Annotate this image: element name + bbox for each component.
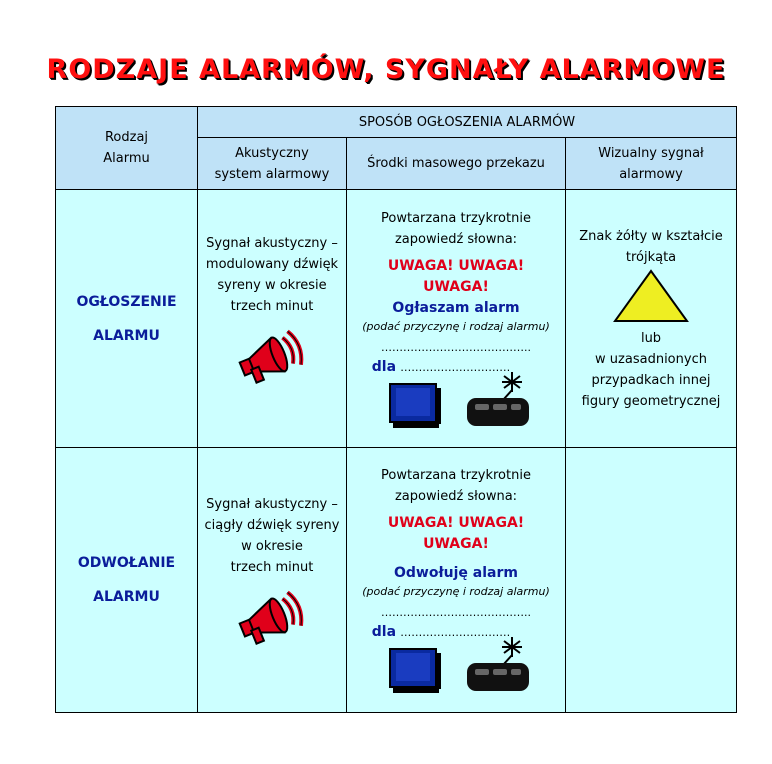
row2-dots-line: ………………………………….. — [381, 606, 531, 619]
row2-acoustic-line: ciągły dźwięk syreny — [204, 518, 340, 533]
row2-media-cell — [347, 448, 566, 713]
row1-acoustic-cell — [198, 190, 347, 448]
tv-icon — [387, 647, 443, 695]
row1-media-cell — [347, 190, 566, 448]
header-srodki: Środki masowego przekazu — [347, 138, 566, 190]
row1-acoustic-line: syreny w okresie — [217, 277, 327, 293]
tv-icon — [387, 382, 443, 430]
row1-visual-bottom: w uzasadnionych — [595, 351, 707, 367]
row1-dots-line: ………………………………….. — [381, 340, 531, 354]
row1-acoustic-line: Sygnał akustyczny – — [206, 235, 338, 251]
row2-label-line1: ODWOŁANIE — [77, 555, 176, 571]
row1-label-line2: ALARMU — [93, 327, 160, 344]
row2-acoustic-cell — [198, 448, 347, 713]
row1-media-icons — [347, 382, 565, 430]
row2-dla-dots: ………………………… — [400, 626, 511, 639]
triangle-icon — [611, 268, 691, 324]
row2-dla: dla — [371, 624, 397, 640]
row2-reason: (podać przyczynę i rodzaj alarmu) — [362, 585, 550, 598]
header-rodzaj-line1: Rodzaj — [104, 130, 149, 145]
row2-media-icons — [347, 647, 565, 695]
row2-label-line2: ALARMU — [93, 589, 160, 605]
row2-visual-cell — [566, 448, 737, 713]
row1-label-line1: OGŁOSZENIE — [76, 293, 177, 310]
row1-dla-dots: ………………………… — [400, 360, 511, 374]
row2-label-cell — [56, 448, 198, 713]
header-rodzaj — [56, 107, 198, 190]
row2-uwaga1: UWAGA! UWAGA! — [387, 515, 525, 531]
page-title: RODZAJE ALARMÓW, SYGNAŁY ALARMOWE — [46, 54, 726, 85]
row2-media-intro1: Powtarzana trzykrotnie — [381, 468, 531, 483]
header-wizualny-line2: alarmowy — [619, 166, 683, 182]
row1-visual-bottom: przypadkach innej — [591, 372, 711, 388]
header-sposob: SPOSÓB OGŁOSZENIA ALARMÓW — [198, 107, 737, 138]
row1-visual-top2: trójkąta — [625, 249, 677, 265]
megaphone-icon — [234, 329, 310, 385]
row2-announce: Odwołuję alarm — [394, 565, 518, 581]
row1-announce: Ogłaszam alarm — [392, 299, 520, 316]
row1-visual-top1: Znak żółty w kształcie — [579, 228, 723, 244]
row1-uwaga1: UWAGA! UWAGA! — [387, 257, 525, 274]
header-rodzaj-line2: Alarmu — [103, 151, 150, 166]
row1-media-intro2: zapowiedź słowna: — [394, 231, 518, 247]
radio-icon — [463, 633, 533, 695]
header-akustyczny — [198, 138, 347, 190]
row1-media-intro1: Powtarzana trzykrotnie — [381, 210, 531, 226]
row1-label-cell — [56, 190, 198, 448]
row1-visual-bottom: figury geometrycznej — [581, 393, 721, 409]
megaphone-icon — [234, 590, 310, 646]
row1-acoustic-line: modulowany dźwięk — [205, 256, 339, 272]
row1-uwaga2: UWAGA! — [423, 278, 489, 295]
row1-reason: (podać przyczynę i rodzaj alarmu) — [362, 319, 550, 333]
row2-acoustic-line: trzech minut — [230, 560, 314, 575]
row2-acoustic-line: w okresie — [241, 539, 303, 554]
row2-acoustic-line: Sygnał akustyczny – — [206, 497, 338, 512]
header-wizualny-line1: Wizualny sygnał — [598, 145, 704, 161]
row1-dla: dla — [371, 358, 397, 375]
row2-uwaga2: UWAGA! — [423, 536, 489, 552]
alarm-table — [55, 106, 737, 713]
row2-media-intro2: zapowiedź słowna: — [394, 489, 518, 504]
header-wizualny — [566, 138, 737, 190]
row1-acoustic-line: trzech minut — [230, 298, 314, 314]
header-akustyczny-line2: system alarmowy — [214, 166, 330, 182]
header-akustyczny-line1: Akustyczny — [235, 145, 309, 161]
radio-icon — [463, 368, 533, 430]
row1-visual-bottom: lub — [640, 330, 662, 346]
row1-visual-cell — [566, 190, 737, 448]
